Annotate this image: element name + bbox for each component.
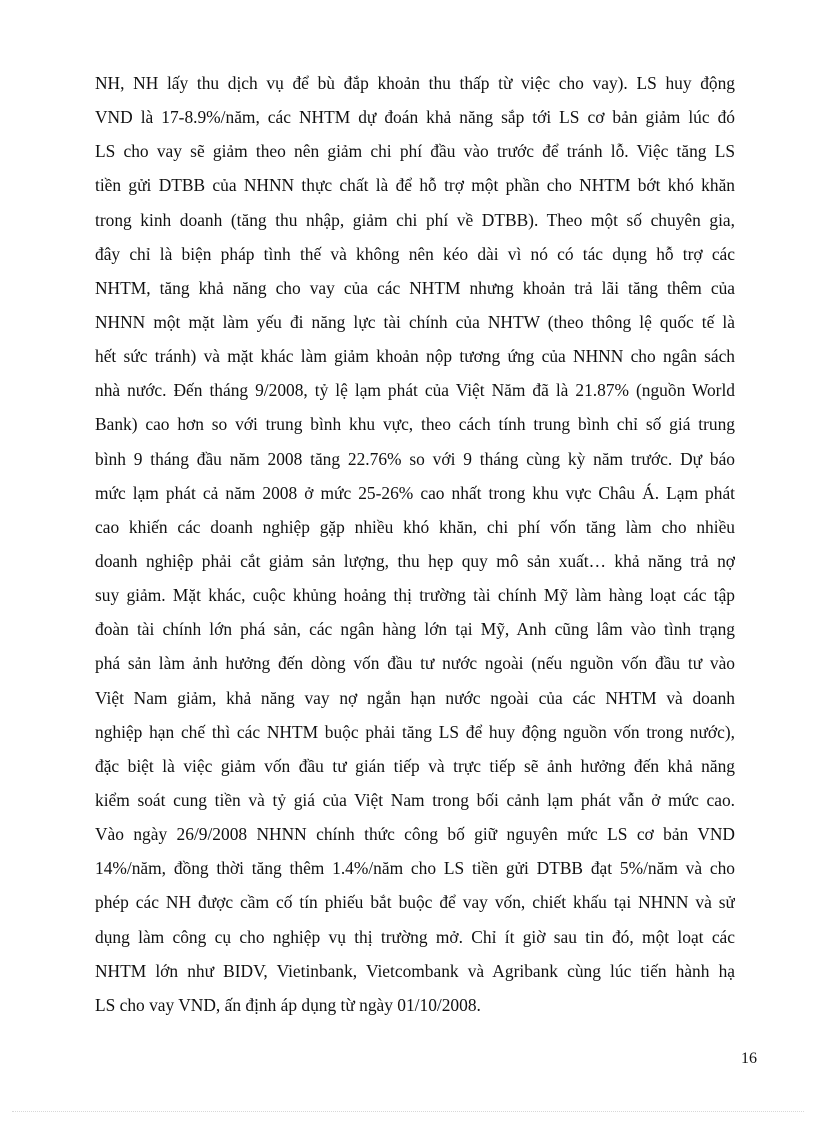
text-line: phá sản làm ảnh hưởng đến dòng vốn đầu tư nước ngoài (nếu nguồn vốn đầu tư vào [95,653,735,674]
text-line: đây chỉ là biện pháp tình thế và không nên kéo dài vì nó có tác dụng hỗ trợ các [95,243,735,264]
text-line: cao khiến các doanh nghiệp gặp nhiều khó khăn, chi phí vốn tăng làm cho nhiều [95,516,735,537]
text-line: NHNN một mặt làm yếu đi năng lực tài chính của NHTW (theo thông lệ quốc tế là [95,311,735,332]
text-line: suy giảm. Mặt khác, cuộc khủng hoảng thị trường tài chính Mỹ làm hàng loạt các tập [95,585,735,606]
body-paragraph [95,66,735,1022]
text-line: Bank) cao hơn so với trung bình khu vực, theo cách tính trung bình chỉ số giá trung [95,414,735,435]
page-bottom-divider [12,1111,804,1112]
text-line: LS cho vay sẽ giảm theo nên giảm chi phí đầu vào trước để tránh lỗ. Việc tăng LS [95,141,735,162]
text-line: VND là 17-8.9%/năm, các NHTM dự đoán khả năng sắp tới LS cơ bản giảm lúc đó [95,107,735,128]
text-line: Việt Nam giảm, khả năng vay nợ ngắn hạn nước ngoài của các NHTM và doanh [95,687,735,708]
text-line: bình 9 tháng đầu năm 2008 tăng 22.76% so với 9 tháng cùng kỳ năm trước. Dự báo [95,448,735,469]
text-line: mức lạm phát cả năm 2008 ở mức 25-26% cao nhất trong khu vực Châu Á. Lạm phát [95,482,735,503]
page-number: 16 [741,1050,757,1067]
text-line: đặc biệt là việc giảm vốn đầu tư gián tiếp và trực tiếp sẽ ảnh hưởng đến khả năng [95,755,735,776]
text-line: đoàn tài chính lớn phá sản, các ngân hàng lớn tại Mỹ, Anh cũng lâm vào tình trạng [95,619,735,640]
text-line: nghiệp hạn chế thì các NHTM buộc phải tăng LS để huy động nguồn vốn trong nước), [95,721,735,742]
text-line: NHTM lớn như BIDV, Vietinbank, Vietcombank và Agribank cùng lúc tiến hành hạ [95,960,735,981]
text-line: tiền gửi DTBB của NHNN thực chất là để hỗ trợ một phần cho NHTM bớt khó khăn [95,175,735,196]
text-line: doanh nghiệp phải cắt giảm sản lượng, thu hẹp quy mô sản xuất… khả năng trả nợ [95,550,735,571]
text-line: kiểm soát cung tiền và tỷ giá của Việt Nam trong bối cảnh lạm phát vẫn ở mức cao. [95,789,735,810]
text-line-last: LS cho vay VND, ấn định áp dụng từ ngày 01/10/2008. [95,994,481,1015]
text-line: 14%/năm, đồng thời tăng thêm 1.4%/năm cho LS tiền gửi DTBB đạt 5%/năm và cho [95,858,735,879]
text-line: NHTM, tăng khả năng cho vay của các NHTM nhưng khoản trả lãi tăng thêm của [95,277,735,298]
text-line: dụng làm công cụ cho nghiệp vụ thị trường mở. Chỉ ít giờ sau tin đó, một loạt các [95,926,735,947]
text-line: hết sức tránh) và mặt khác làm giảm khoản nộp tương ứng của NHNN cho ngân sách [95,346,735,367]
text-line: trong kinh doanh (tăng thu nhập, giảm chi phí về DTBB). Theo một số chuyên gia, [95,209,735,230]
text-line: nhà nước. Đến tháng 9/2008, tỷ lệ lạm phát của Việt Năm đã là 21.87% (nguồn World [95,380,735,401]
text-line: Vào ngày 26/9/2008 NHNN chính thức công bố giữ nguyên mức LS cơ bản VND [95,824,735,845]
text-line: phép các NH được cầm cố tín phiếu bắt buộc để vay vốn, chiết khấu tại NHNN và sử [95,892,735,913]
text-line: NH, NH lấy thu dịch vụ để bù đắp khoản thu thấp từ việc cho vay). LS huy động [95,73,735,93]
